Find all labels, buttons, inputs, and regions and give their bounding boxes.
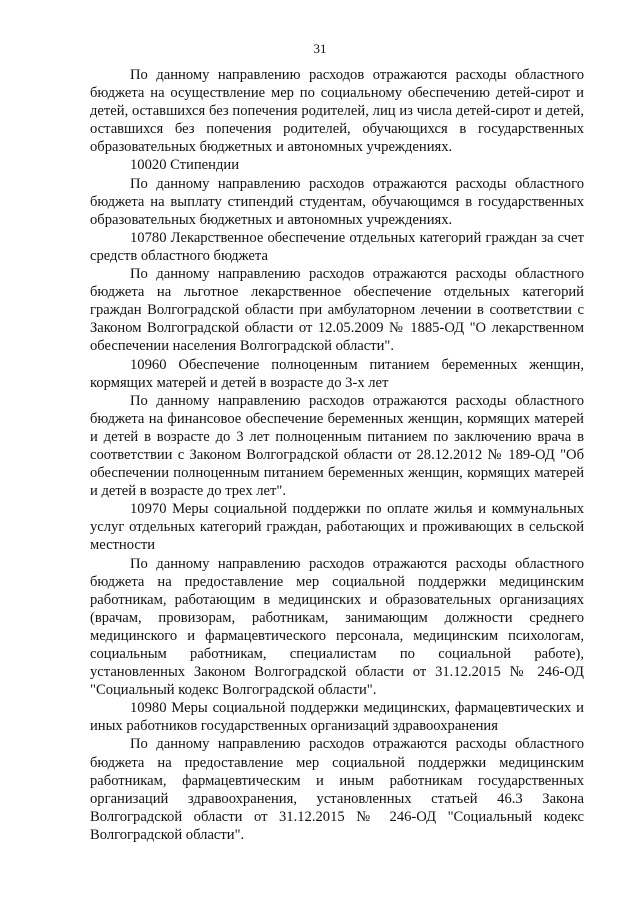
paragraph-nutrition-description: По данному направлению расходов отражаются расходы областного бюджета на финансовое обеспечение беременных женщин, кормящих матерей и детей в возрасте до 3 лет полноценным питанием по заключению врача в соответствии с Законом Волгоградской области от 28.12.2012 № 189-ОД "Об обеспечении полноценным питанием беременных женщин, кормящих матерей и детей в возрасте до трех лет".: [90, 392, 584, 500]
heading-10970: 10970 Меры социальной поддержки по оплате жилья и коммунальных услуг отдельных категорий граждан, работающих и проживающих в сельской местности: [90, 501, 584, 554]
paragraph-housing-support-description: По данному направлению расходов отражаются расходы областного бюджета на предоставление мер социальной поддержки медицинским работникам, работающим в медицинских и образовательных организациях (врачам, провизорам, работникам, занимающим должности среднего медицинского и фармацевтического персонала, медицинским психологам, социальным работникам, специалистам по социальной работе), установленных Законом Волгоградской области от 31.12.2015 № 246-ОД "Социальный кодекс Волгоградской области".: [90, 555, 584, 699]
paragraph-orphans-description: По данному направлению расходов отражаются расходы областного бюджета на осуществление мер по социальному обеспечению детей-сирот и детей, оставшихся без попечения родителей, лиц из числа детей-сирот и детей, оставшихся без попечения родителей, обучающихся в государственных образовательных бюджетных и автономных учреждениях.: [90, 67, 584, 156]
document-body: [90, 66, 584, 844]
paragraph-stipends-description: По данному направлению расходов отражаются расходы областного бюджета на выплату стипендий студентам, обучающимся в государственных образовательных бюджетных и автономных учреждениях.: [90, 175, 584, 228]
page-number: 31: [313, 41, 327, 56]
paragraph-medical-workers-description: По данному направлению расходов отражаются расходы областного бюджета на предоставление мер социальной поддержки медицинским работникам, фармацевтическим и иным работникам государственных организаций здравоохранения, установленных статьей 46.3 Закона Волгоградской области от 31.12.2015 № 246-ОД "Социальный кодекс Волгоградской области".: [90, 736, 584, 843]
heading-10020: 10020 Стипендии: [130, 157, 240, 174]
paragraph-medicine-description: По данному направлению расходов отражаются расходы областного бюджета на льготное лекарственное обеспечение отдельных категорий граждан Волгоградской области при амбулаторном лечении в соответствии с Законом Волгоградской области от 12.05.2009 № 1885-ОД "О лекарственном обеспечении населения Волгоградской области".: [90, 266, 584, 355]
heading-10980: 10980 Меры социальной поддержки медицинских, фармацевтических и иных работников государственных организаций здравоохранения: [90, 700, 584, 735]
heading-10960: 10960 Обеспечение полноценным питанием беременных женщин, кормящих матерей и детей в возрасте до 3-х лет: [90, 356, 584, 391]
heading-10780: 10780 Лекарственное обеспечение отдельных категорий граждан за счет средств областного бюджета: [90, 229, 584, 264]
